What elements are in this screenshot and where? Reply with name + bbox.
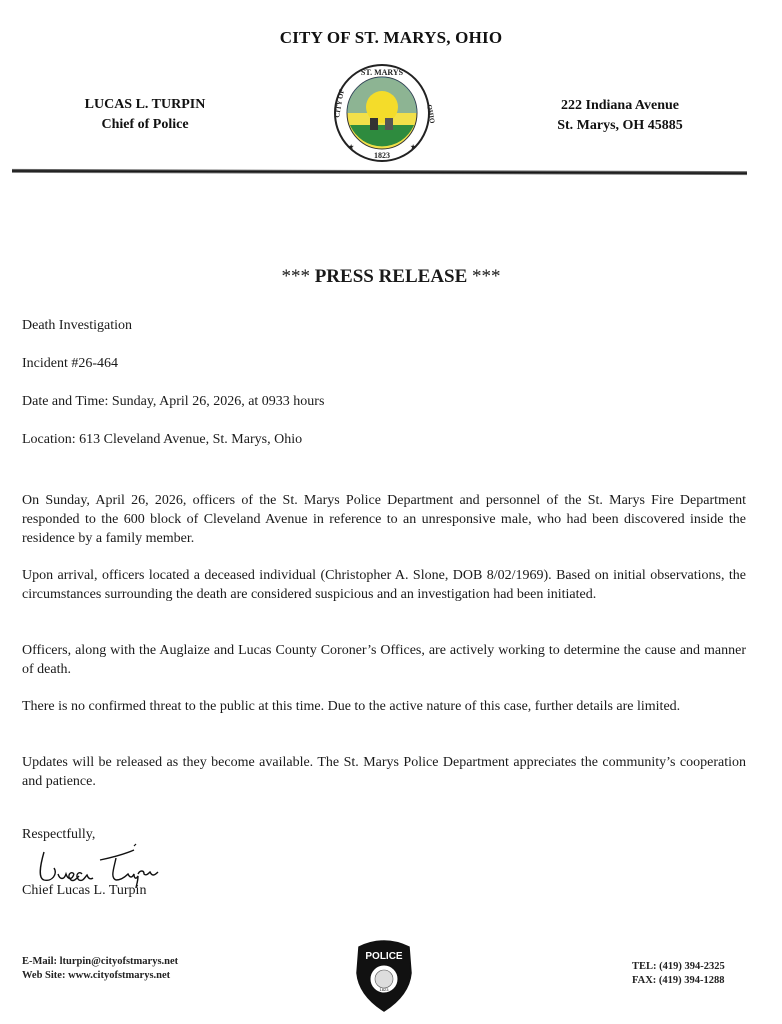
address-line-2: St. Marys, OH 45885 [557, 118, 683, 133]
svg-text:★: ★ [410, 143, 417, 151]
address-line-1: 222 Indiana Avenue [561, 98, 679, 113]
fax-label: FAX: [632, 975, 657, 986]
fax-number: (419) 394-1288 [658, 975, 725, 986]
subject-line: Death Investigation [22, 318, 133, 333]
website-label: Web Site: [22, 970, 66, 981]
seal-year: 1823 [374, 151, 390, 160]
footer-contact-left [22, 955, 178, 983]
svg-text:OHIO: OHIO [425, 103, 437, 125]
location-line: Location: 613 Cleveland Avenue, St. Marys, Ohio [22, 432, 303, 447]
paragraph-4: There is no confirmed threat to the public at this time. Due to the active nature of this case, further details are limited. [22, 699, 681, 714]
email-label: E-Mail: [22, 956, 57, 967]
svg-text:★: ★ [348, 143, 355, 151]
svg-text:CITY OF: CITY OF [333, 88, 346, 119]
badge-text: POLICE [365, 951, 403, 962]
paragraph-5: Updates will be released as they become available. The St. Marys Police Department appreciates the community’s cooperation and patience. [22, 755, 746, 789]
badge-year: 1823 [379, 987, 389, 992]
chief-title: Chief of Police [101, 117, 189, 132]
fax-row [632, 974, 725, 988]
incident-line: Incident #26-464 [22, 356, 119, 371]
press-release-title [0, 266, 782, 288]
header-divider [12, 169, 747, 175]
city-seal-logo [330, 63, 435, 163]
paragraph-2: Upon arrival, officers located a deceased individual (Christopher A. Slone, DOB 8/02/1969). Based on initial observations, the circumstances surrounding the death are considered suspicious and an investigation had been initiated. [22, 568, 746, 602]
title-stars-left: *** [281, 266, 310, 287]
chief-name: LUCAS L. TURPIN [84, 97, 206, 112]
city-title: CITY OF ST. MARYS, OHIO [279, 28, 503, 47]
tel-row [632, 960, 725, 974]
title-text: PRESS RELEASE [314, 266, 468, 287]
police-badge-logo [353, 937, 415, 1013]
tel-number: (419) 394-2325 [659, 961, 725, 972]
chief-block [60, 95, 230, 135]
closing: Respectfully, [22, 827, 96, 842]
website-row [22, 969, 178, 983]
email-row [22, 955, 178, 969]
address-block [520, 96, 720, 136]
paragraph-3: Officers, along with the Auglaize and Lucas County Coroner’s Offices, are actively working to determine the cause and manner of death. [22, 643, 746, 677]
website-link[interactable]: www.cityofstmarys.net [68, 970, 171, 981]
paragraph-1: On Sunday, April 26, 2026, officers of the St. Marys Police Department and personnel of the St. Marys Fire Department responded to the 600 block of Cleveland Avenue in reference to an unresponsive male, who had been discovered inside the residence by a family member. [22, 493, 746, 546]
title-stars-right: *** [472, 266, 501, 287]
signature-image [30, 838, 170, 888]
tel-label: TEL: [632, 961, 657, 972]
footer-contact-right [632, 960, 725, 988]
signature-name: Chief Lucas L. Turpin [22, 883, 147, 898]
email-link[interactable]: lturpin@cityofstmarys.net [59, 956, 179, 967]
date-time-line: Date and Time: Sunday, April 26, 2026, at 0933 hours [22, 394, 325, 409]
svg-text:ST. MARYS: ST. MARYS [360, 68, 404, 77]
